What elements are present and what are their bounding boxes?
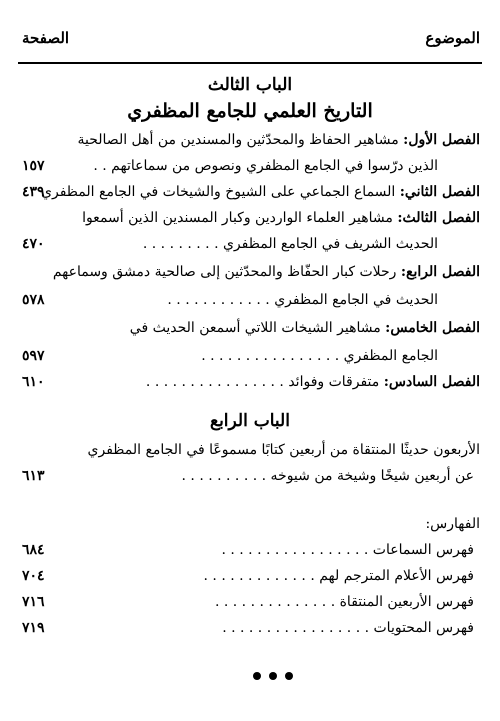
index-item-1-page: ٦٨٤ xyxy=(22,542,45,558)
chapter-1-label: الفصل الأول: xyxy=(403,132,480,148)
part3-title: الباب الثالث xyxy=(207,75,293,95)
index-item-2-page: ٧٠٤ xyxy=(22,568,45,584)
part4-page: ٦١٣ xyxy=(22,468,45,484)
index-item-3: فهرس الأربعين المنتقاة . . . . . . . . . . . . . . xyxy=(214,594,474,610)
chapter-4-label: الفصل الرابع: xyxy=(400,264,480,280)
chapter-4-page: ٥٧٨ xyxy=(22,292,45,308)
chapter-6-label: الفصل السادس: xyxy=(383,374,480,390)
end-ornament xyxy=(24,676,480,678)
chapter-2-title: السماع الجماعي على الشيوخ والشيخات في الجامع المظفري xyxy=(41,184,396,200)
chapter-4-title: رحلات كبار الحفّاظ والمحدّثين إلى صالحية دمشق وسماعهم xyxy=(52,264,397,280)
chapter-2-page: ٤٣٩ xyxy=(22,184,45,200)
chapter-3-title: مشاهير العلماء الواردين وكبار المسندين الذين أسمعوا xyxy=(82,210,393,226)
chapter-1-line-2: الذين درّسوا في الجامع المظفري ونصوص من سماعاتهم . . xyxy=(93,158,438,174)
chapter-6-page: ٦١٠ xyxy=(22,374,45,390)
chapter-2-label: الفصل الثاني: xyxy=(399,184,480,200)
part4-line-1: الأربعون حديثًا المنتقاة من أربعين كتابًا مسموعًا في الجامع المظفري xyxy=(87,442,480,458)
chapter-2-line-1 xyxy=(41,182,480,202)
chapter-3-line-1 xyxy=(82,208,480,228)
index-item-4: فهرس المحتويات . . . . . . . . . . . . . . . . . xyxy=(222,620,474,636)
chapter-5-line-2: الجامع المظفري . . . . . . . . . . . . . . . . xyxy=(201,348,438,364)
chapter-5-title: مشاهير الشيخات اللاتي أسمعن الحديث في xyxy=(129,320,381,336)
topic-column-header: الموضوع xyxy=(425,29,480,47)
ornament-dot-icon xyxy=(253,672,261,680)
chapter-3-page: ٤٧٠ xyxy=(22,236,45,252)
page-column-header: الصفحة xyxy=(22,29,70,47)
index-item-3-page: ٧١٦ xyxy=(22,594,45,610)
index-item-2: فهرس الأعلام المترجم لهم . . . . . . . . . . . . . xyxy=(203,568,474,584)
indexes-heading: الفهارس: xyxy=(425,516,480,532)
chapter-3-label: الفصل الثالث: xyxy=(397,210,480,226)
chapter-6-line-1 xyxy=(146,372,480,392)
chapter-5-page: ٥٩٧ xyxy=(22,348,45,364)
chapter-1-page: ١٥٧ xyxy=(22,158,45,174)
chapter-4-line-2: الحديث في الجامع المظفري . . . . . . . . . . . . xyxy=(167,292,438,308)
header-rule xyxy=(18,62,482,64)
ornament-dot-icon xyxy=(269,672,277,680)
part4-title: الباب الرابع xyxy=(210,411,290,431)
ornament-dot-icon xyxy=(285,672,293,680)
chapter-4-line-1 xyxy=(53,262,480,282)
chapter-6-title: متفرقات وفوائد . . . . . . . . . . . . . . . . xyxy=(145,374,380,390)
index-item-4-page: ٧١٩ xyxy=(22,620,45,636)
chapter-5-label: الفصل الخامس: xyxy=(385,320,480,336)
part3-subtitle: التاريخ العلمي للجامع المظفري xyxy=(127,100,373,122)
chapter-3-line-2: الحديث الشريف في الجامع المظفري . . . . . . . . . xyxy=(142,236,438,252)
index-item-1: فهرس السماعات . . . . . . . . . . . . . . . . . xyxy=(221,542,474,558)
chapter-1-line-1 xyxy=(78,130,481,150)
part4-line-2: عن أربعين شيخًا وشيخة من شيوخه . . . . . . . . . . xyxy=(181,468,474,484)
chapter-1-title: مشاهير الحفاظ والمحدّثين والمسندين من أهل الصالحية xyxy=(77,132,399,148)
chapter-5-line-1 xyxy=(130,318,480,338)
